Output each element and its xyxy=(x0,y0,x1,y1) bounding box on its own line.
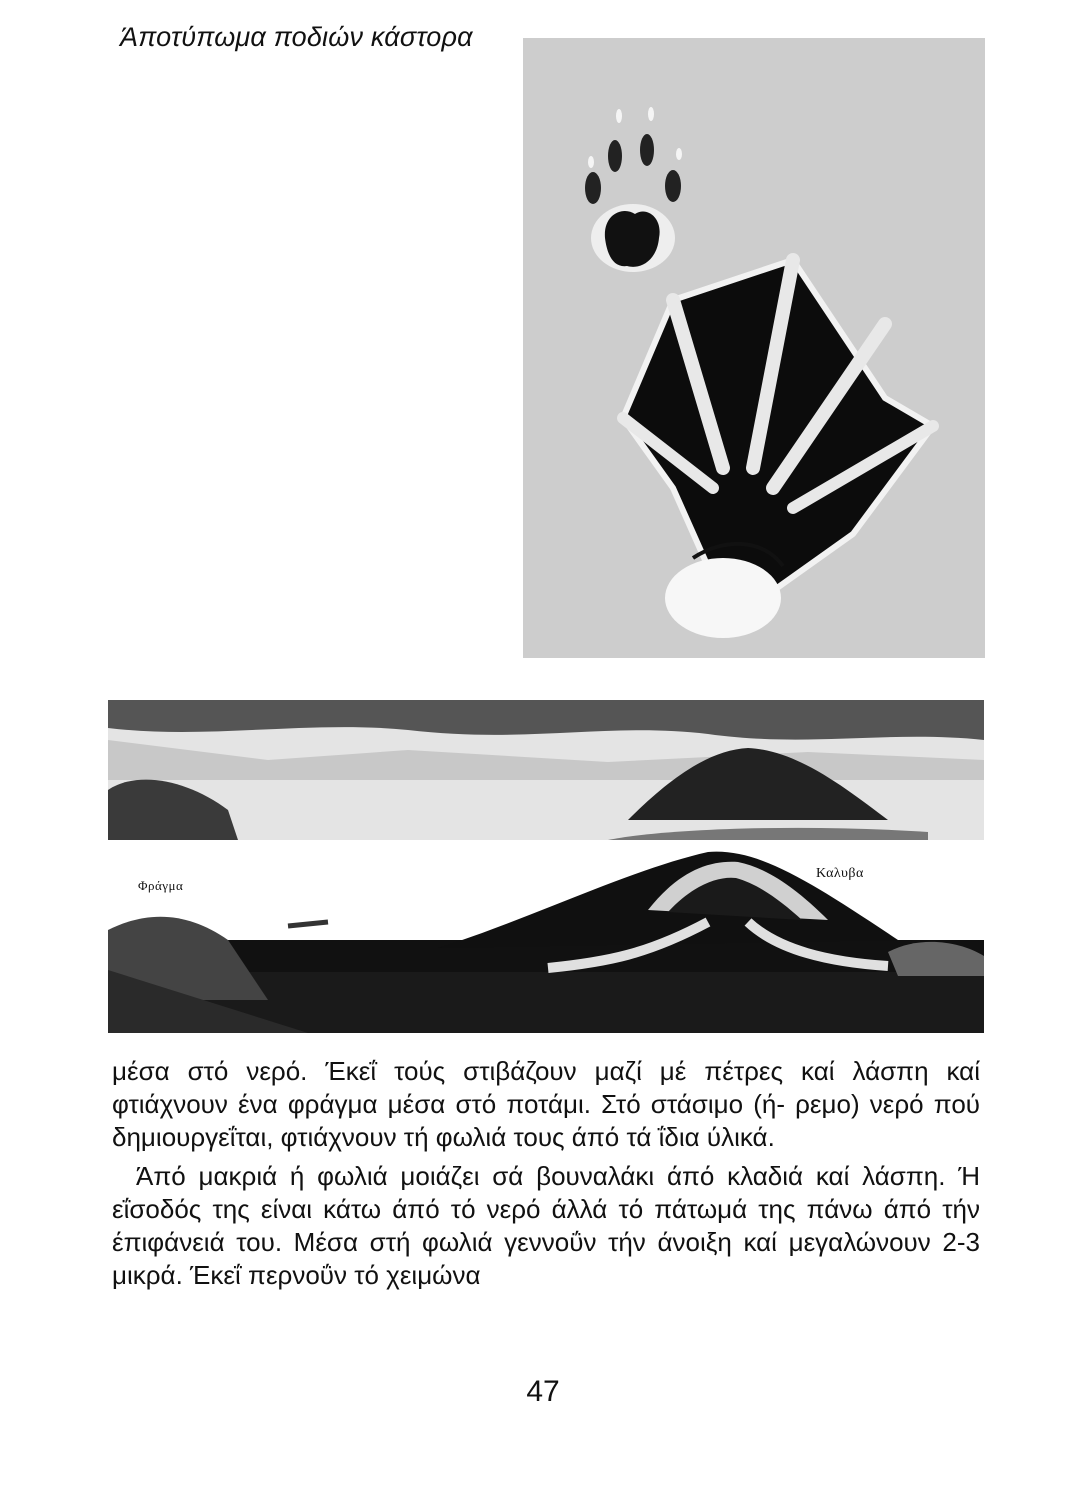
label-dam: Φράγμα xyxy=(138,878,184,893)
label-lodge: Καλυβα xyxy=(816,866,864,881)
paragraph-1: μέσα στό νερό. Έκεΐ τούς στιβάζουν μαζί μέ πέτρες καί λάσπη καί φτιάχνουν ένα φράγμα μέσα στό ποτάμι. Στό στάσιμο (ή- ρεμο) νερό πού δημιουργεΐται, φτιάχνουν τή φωλιά τους άπό τά ΐδια ύλικά. xyxy=(112,1056,980,1152)
figure-caption: Άποτύπωμα ποδιών κάστορα xyxy=(120,22,473,52)
page-number: 47 xyxy=(526,1375,560,1408)
body-text xyxy=(112,1055,980,1298)
beaver-footprint-photo xyxy=(523,38,985,658)
paragraph-2: Άπό μακριά ή φωλιά μοιάζει σά βουναλάκι άπό κλαδιά καί λάσπη. Ή εΐσοδός της είναι κάτω άπό τό νερό άλλά τό πάτωμά της πάνω άπό τήν έπιφάνειά του. Μέσα στή φωλιά γεννοΰν τήν άνοιξη καί μεγαλώνουν 2-3 μικρά. Έκεΐ περνοΰν τό χειμώνα xyxy=(112,1161,980,1290)
